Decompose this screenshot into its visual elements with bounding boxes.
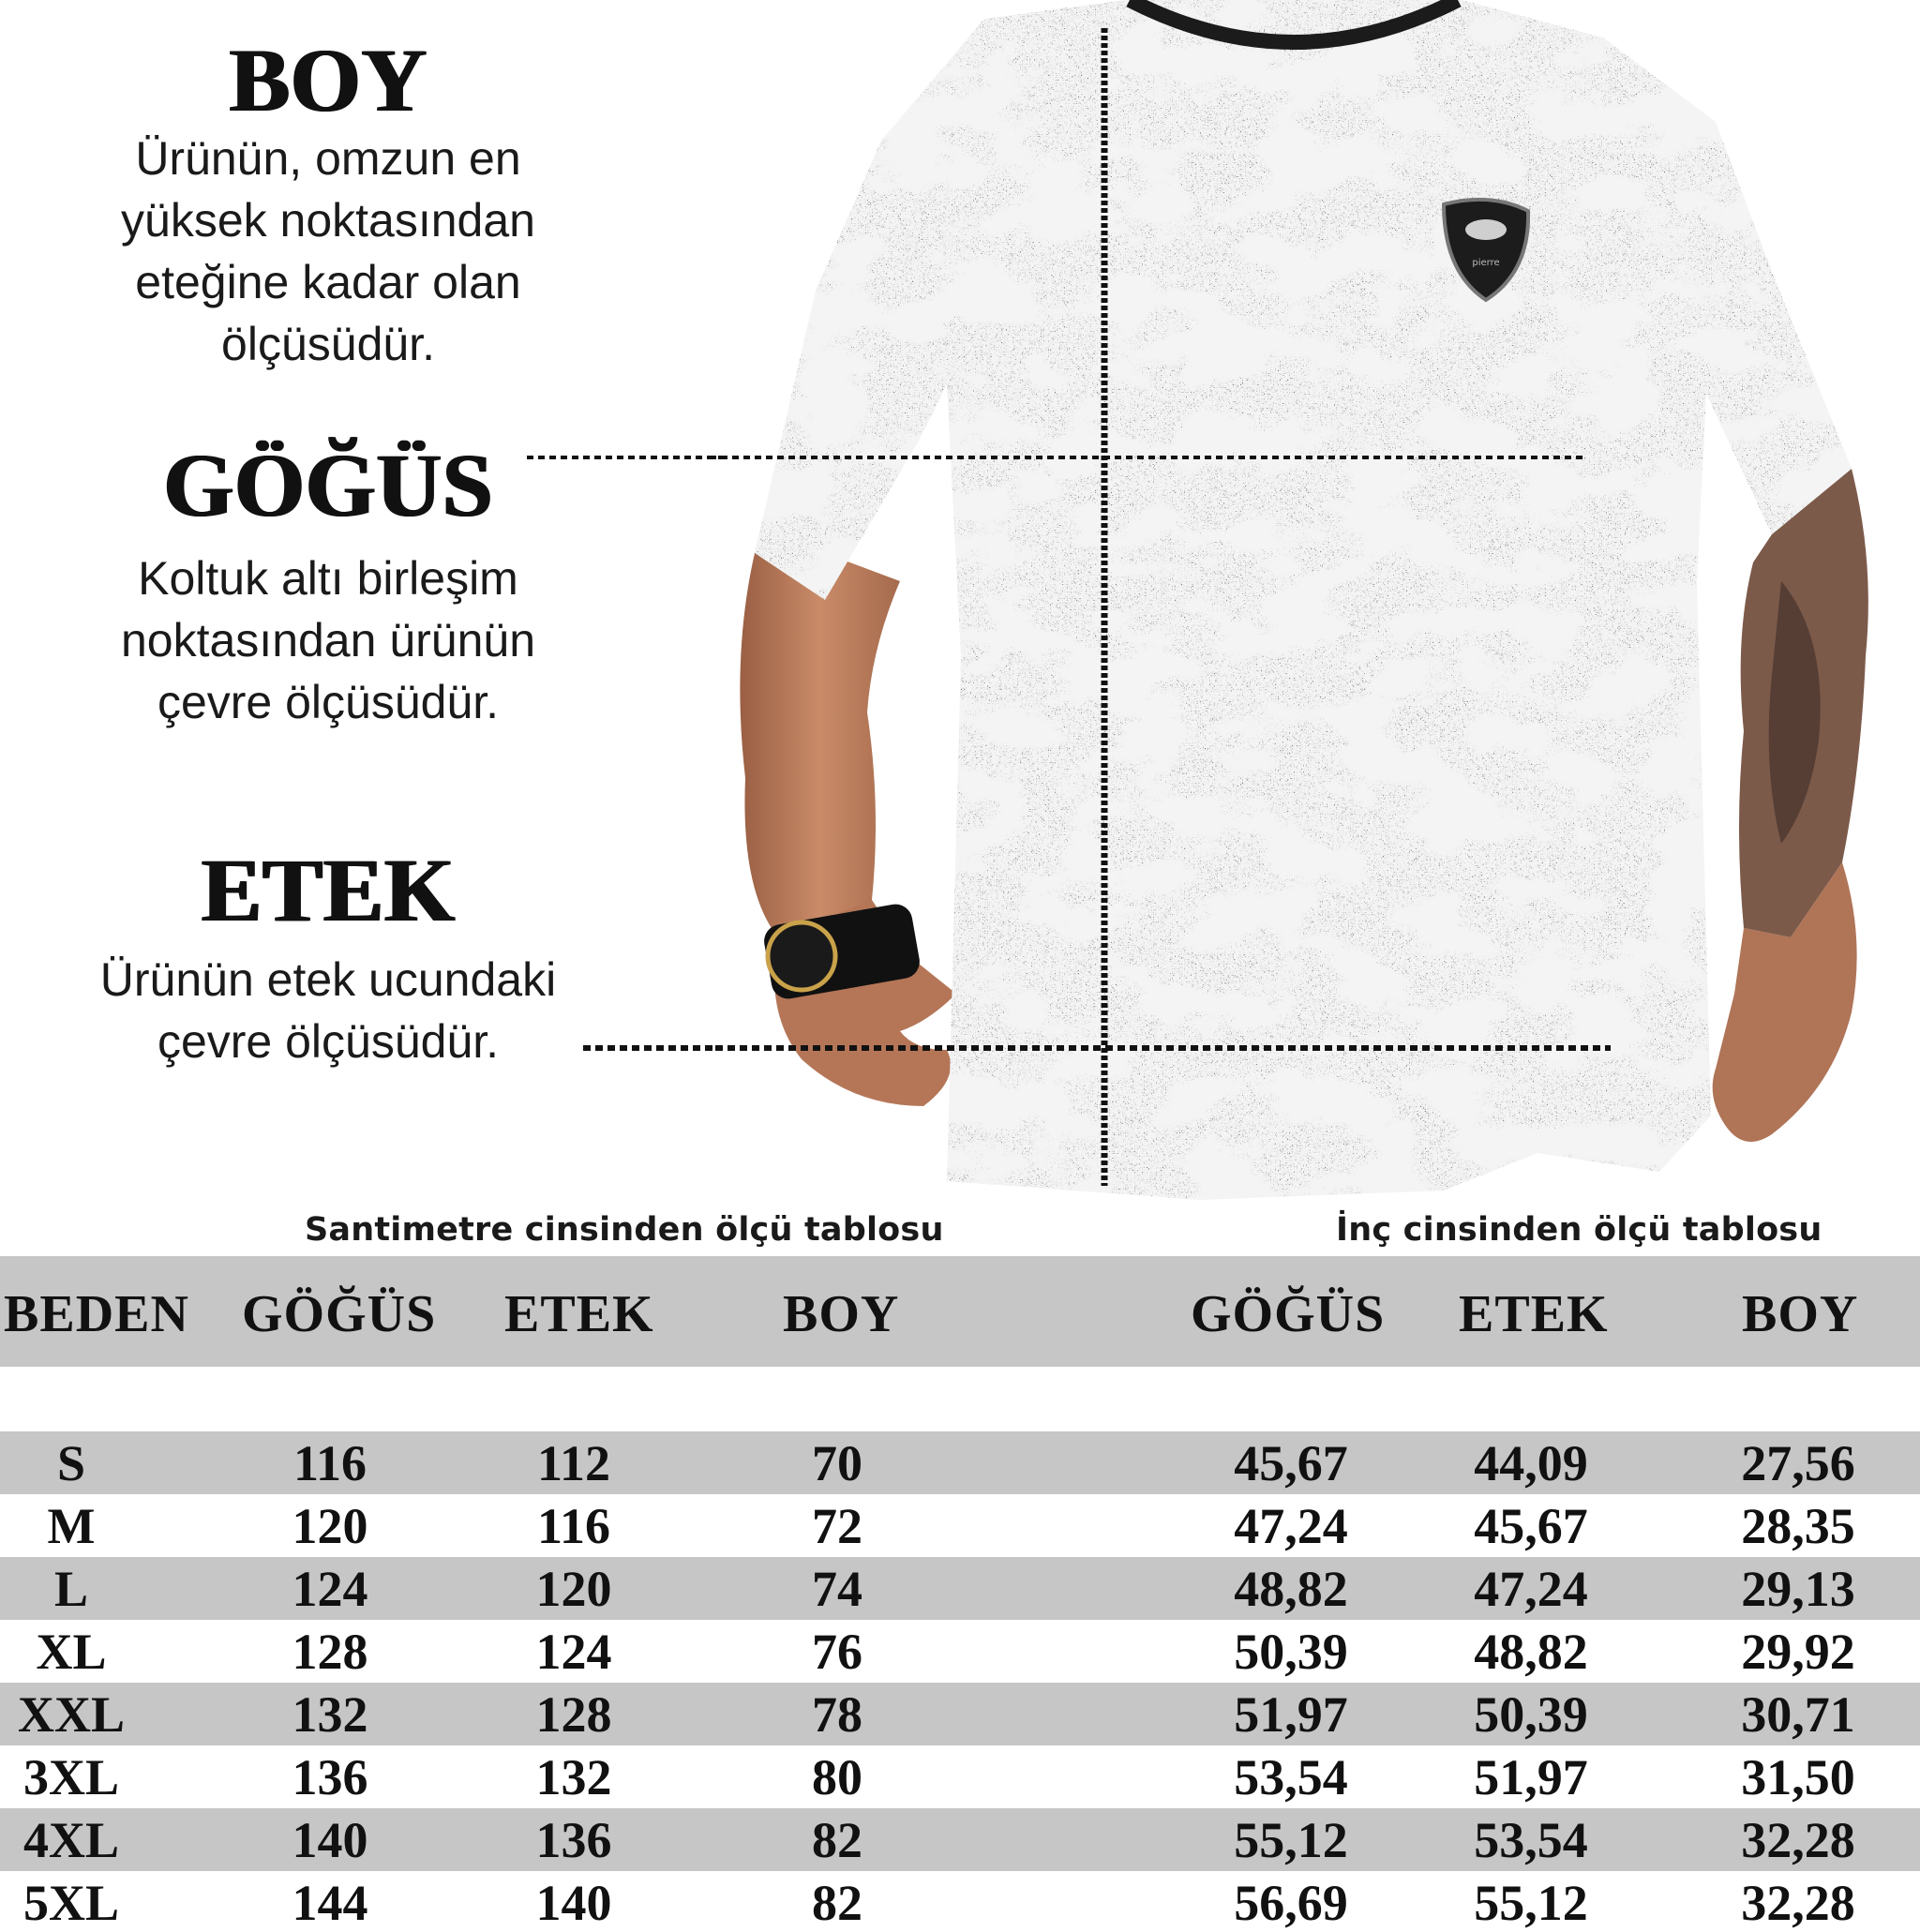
size-cell: L — [53, 1561, 89, 1617]
boy-desc-line: Ürünün, omzun en — [135, 132, 521, 185]
boy-desc-line: yüksek noktasından — [121, 194, 535, 247]
measurement-cell: 82 — [812, 1875, 862, 1931]
gogus-line-extension — [525, 450, 722, 469]
measurement-cell: 53,54 — [1474, 1812, 1588, 1868]
measurement-cell: 55,12 — [1234, 1812, 1348, 1868]
inch-table-caption: İnç cinsinden ölçü tablosu — [1336, 1211, 1822, 1249]
header-boy-cm: BOY — [783, 1285, 900, 1343]
measurement-cell: 128 — [535, 1686, 612, 1743]
measurement-cell: 120 — [535, 1561, 612, 1617]
measurement-cell: 82 — [812, 1812, 862, 1868]
etek-line-extension — [581, 1041, 722, 1059]
measurement-cell: 132 — [535, 1749, 612, 1805]
measurement-cell: 32,28 — [1741, 1875, 1855, 1931]
etek-desc-line: Ürünün etek ucundaki — [99, 953, 557, 1006]
gogus-desc-line: Koltuk altı birleşim — [138, 552, 518, 605]
watch-face — [768, 922, 835, 990]
size-cell: XL — [36, 1624, 107, 1680]
measurement-cell: 29,92 — [1741, 1624, 1855, 1680]
measurement-cell: 50,39 — [1234, 1624, 1348, 1680]
boy-desc-line: eteğine kadar olan — [135, 256, 521, 308]
boy-heading: BOY — [229, 30, 428, 130]
gogus-desc-line: noktasından ürünün — [120, 614, 536, 666]
measurement-cell: 47,24 — [1474, 1561, 1588, 1617]
measurement-cell: 70 — [812, 1435, 862, 1491]
header-gogus-cm: GÖĞÜS — [242, 1285, 437, 1343]
measurement-cell: 48,82 — [1474, 1624, 1588, 1680]
gogus-desc-line: çevre ölçüsüdür. — [157, 676, 500, 728]
measurement-cell: 132 — [292, 1686, 368, 1743]
measurement-cell: 56,69 — [1234, 1875, 1348, 1931]
measurement-cell: 144 — [292, 1875, 368, 1931]
size-cell: 3XL — [22, 1749, 119, 1805]
measurement-cell: 140 — [535, 1875, 612, 1931]
size-cell: S — [56, 1435, 86, 1491]
measurement-cell: 48,82 — [1234, 1561, 1348, 1617]
measurement-cell: 72 — [812, 1498, 862, 1554]
measurement-cell: 27,56 — [1741, 1435, 1855, 1491]
measurement-cell: 53,54 — [1234, 1749, 1348, 1805]
measurement-cell: 128 — [292, 1624, 368, 1680]
boy-desc-line: ölçüsüdür. — [221, 318, 435, 370]
size-cell: M — [47, 1498, 96, 1554]
measurement-cell: 116 — [292, 1435, 368, 1491]
measurement-cell: 29,13 — [1741, 1561, 1855, 1617]
measurement-cell: 136 — [535, 1812, 612, 1868]
size-cell: 5XL — [22, 1875, 119, 1931]
measurement-cell: 112 — [536, 1435, 611, 1491]
measurement-cell: 124 — [535, 1624, 612, 1680]
size-cell: 4XL — [22, 1812, 119, 1868]
header-beden: BEDEN — [4, 1285, 189, 1343]
measurement-cell: 55,12 — [1474, 1875, 1588, 1931]
measurement-cell: 51,97 — [1474, 1749, 1588, 1805]
header-gogus-inch: GÖĞÜS — [1191, 1285, 1386, 1343]
gogus-description — [0, 547, 656, 733]
model-photo — [712, 0, 1920, 1209]
measurement-cell: 50,39 — [1474, 1686, 1588, 1743]
measurement-cell: 76 — [812, 1624, 862, 1680]
measurement-cell: 78 — [812, 1686, 862, 1743]
measurement-cell: 140 — [292, 1812, 368, 1868]
cm-table-caption: Santimetre cinsinden ölçü tablosu — [305, 1211, 944, 1249]
measurement-cell: 28,35 — [1741, 1498, 1855, 1554]
gogus-heading: GÖĞÜS — [163, 435, 493, 535]
measurement-cell: 120 — [292, 1498, 368, 1554]
measurement-cell: 45,67 — [1234, 1435, 1348, 1491]
measurement-cell: 30,71 — [1741, 1686, 1855, 1743]
badge-text: pierre — [1472, 258, 1500, 268]
measurement-cell: 136 — [292, 1749, 368, 1805]
size-cell: XXL — [17, 1686, 125, 1743]
header-boy-inch: BOY — [1742, 1285, 1859, 1343]
etek-heading: ETEK — [201, 840, 456, 940]
measurement-cell: 32,28 — [1741, 1812, 1855, 1868]
etek-description — [0, 949, 656, 1072]
header-etek-cm: ETEK — [504, 1285, 654, 1343]
header-etek-inch: ETEK — [1459, 1285, 1609, 1343]
measurement-cell: 47,24 — [1234, 1498, 1348, 1554]
measurement-cell: 80 — [812, 1749, 862, 1805]
measurement-cell: 124 — [292, 1561, 368, 1617]
boy-description — [0, 127, 656, 375]
tshirt-model-illustration — [712, 0, 1920, 1209]
measurement-cell: 45,67 — [1474, 1498, 1588, 1554]
etek-desc-line: çevre ölçüsüdür. — [157, 1015, 500, 1068]
measurement-cell: 31,50 — [1741, 1749, 1855, 1805]
left-arm — [740, 553, 900, 947]
measurement-cell: 44,09 — [1474, 1435, 1588, 1491]
measurement-cell: 116 — [536, 1498, 611, 1554]
measurement-cell: 74 — [812, 1561, 862, 1617]
measurement-cell: 51,97 — [1234, 1686, 1348, 1743]
